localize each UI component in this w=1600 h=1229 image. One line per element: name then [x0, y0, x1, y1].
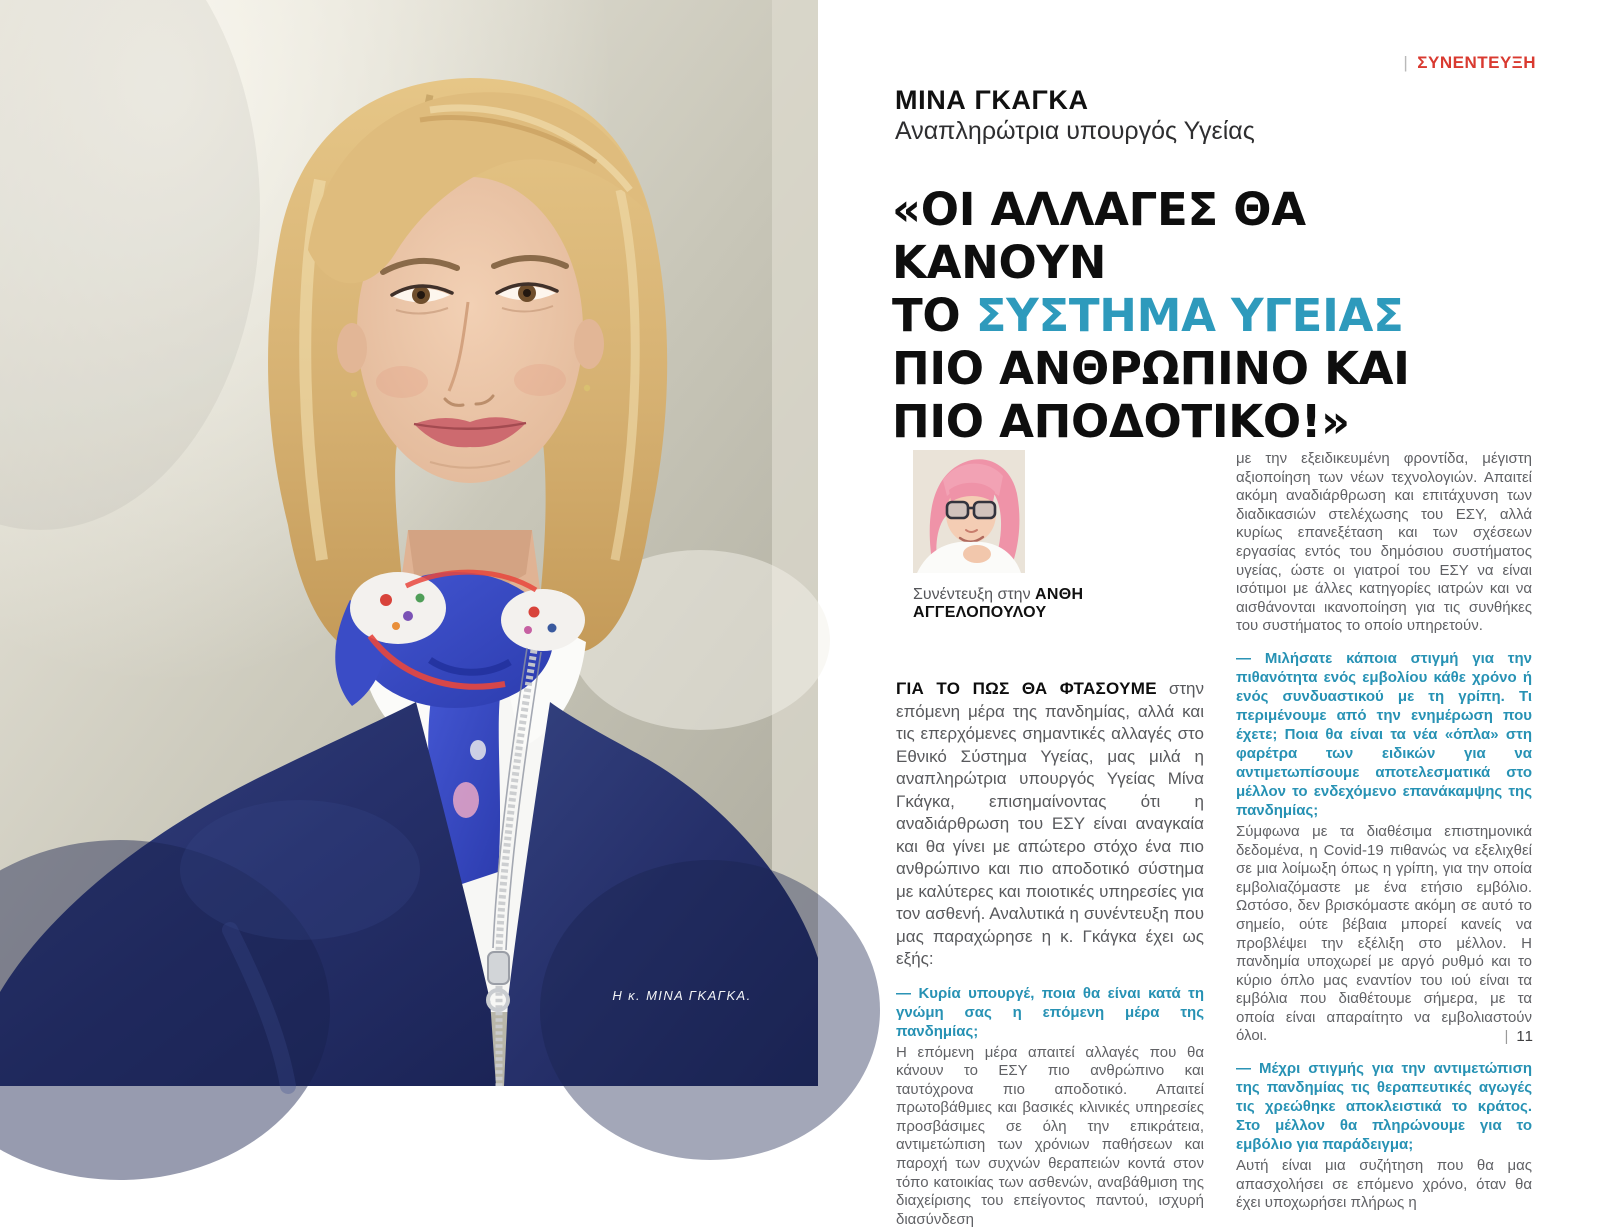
article-column-right — [1236, 450, 1532, 1042]
kicker-label: ΣΥΝΕΝΤΕΥΞΗ — [1417, 53, 1536, 72]
intro-lead: ΓΙΑ ΤΟ ΠΩΣ ΘΑ ΦΤΑΣΟΥΜΕ — [896, 679, 1157, 698]
headline-line3: ΠΙΟ ΑΝΘΡΩΠΙΝΟ ΚΑΙ — [892, 342, 1410, 395]
answer-1-part2: με την εξειδικευμένη φροντίδα, μέγιστη αξιοποίηση των νέων τεχνολογιών. Απαιτεί ακόμη αναδιάρθρωση και επιτάχυνση των διαδικασιών στελέχωσης του ΕΣΥ, αλλά κυρίως επανεξέταση και των σχέσεων εργασίας εντός του δημόσιου συστήματος υγείας, ώστε οι γιατροί του ΕΣΥ να είναι ισότιμοι με άλλες κατηγορίες ιατρών και να αισθάνονται ικανοποίηση για τις συνθήκες του συστήματος το οποίο υπηρετούν. — [1236, 450, 1532, 636]
intro-rest: στην επόμενη μέρα της πανδημίας, αλλά και τις επερχόμενες σημαντικές αλλαγές στο Εθνικό Σύστημα Υγείας, μας μιλά η αναπληρώτρια υπουργός Υγείας Μίνα Γκάγκα, επισημαίνοντας ότι η αναδιάρθρωση του ΕΣΥ είναι αναγκαία και θα γίνει με απώτερο στόχο ένα πιο ανθρώπινο και πιο αποδοτικό σύστημα με καλύτερες και ποιοτικές υπηρεσίες για τον ασθενή. Αναλυτικά η συνέντευξη που μας παραχώρησε η κ. Γκάγκα έχει ως εξής: — [896, 679, 1204, 968]
question-3: — Μέχρι στιγμής για την αντιμετώπιση της πανδημίας τις θεραπευτικές αγωγές τις χρεώθηκε αποκλειστικά το κράτος. Στο μέλλον θα πληρώνουμε για το εμβόλιο για παράδειγμα; — [1236, 1059, 1532, 1154]
headline-line2-accent: ΣΥΣΤΗΜΑ ΥΓΕΙΑΣ — [976, 289, 1404, 342]
headline — [892, 183, 1532, 448]
page-number — [1505, 1028, 1534, 1045]
page-number-divider: | — [1505, 1028, 1510, 1045]
section-kicker — [1403, 53, 1536, 73]
headline-line4: ΠΙΟ ΑΠΟΔΟΤΙΚΟ!» — [892, 395, 1350, 448]
article-column-left — [896, 450, 1204, 1042]
portrait-photo — [0, 0, 818, 1086]
answer-1-part1: Η επόμενη μέρα απαιτεί αλλαγές που θα κάνουν το ΕΣΥ πιο ανθρώπινο και ταυτόχρονα πιο αποδοτικό. Απαιτεί πρωτοβάθμιες και βασικές κλινικές υπηρεσίες προσβάσιμες σε όλη την επικράτεια, αντιμετώπιση των χρόνιων παθήσεων και παροχή των συχνών θεραπειών κοντά στον τόπο κατοικίας των ασθενών, αναβάθμιση της διαχείρισης του επείγοντος παντού, ισχυρή διασύνδεση — [896, 1044, 1204, 1229]
answer-2: Σύμφωνα με τα διαθέσιμα επιστημονικά δεδομένα, η Covid-19 πιθανώς να εξελιχθεί σε μια λοίμωξη όπως η γρίπη, για την οποία εμβολιαζόμαστε με ένα ετήσιο εμβόλιο. Ωστόσο, δεν βρισκόμαστε ακόμη σε αυτό το σημείο, ούτε βέβαια μπορεί κανείς να προβλέψει την εξέλιξη στο μέλλον. Η πανδημία υποχωρεί με αργό ρυθμό και το κύριο όπλο μας εναντίον του ιού είναι τα εμβόλια που διαθέτουμε σήμερα, με τα οποία είναι απαραίτητο να εμβολιαστούν όλοι. — [1236, 823, 1532, 1046]
byline-author: ΑΝΘΗ ΑΓΓΕΛΟΠΟΥΛΟΥ — [913, 586, 1083, 621]
answer-3: Αυτή είναι μια συζήτηση που θα μας απασχολήσει σε επόμενο χρόνο, όταν θα έχει υποχωρήσει πλήρως η — [1236, 1157, 1532, 1213]
author-avatar-illustration — [913, 450, 1025, 573]
intro-paragraph — [896, 678, 1204, 971]
question-2: — Μιλήσατε κάποια στιγμή για την πιθανότητα ενός εμβολίου κάθε χρόνο ή ενός συνδυαστικού με τη γρίπη. Τι περιμένουμε από την ενημέρωση που έχετε; Ποια θα είναι τα νέα «όπλα» στη φαρέτρα των ειδικών για να αντιμετωπίσουμε αποτελεσματικά στο μέλλον το ενδεχόμενο επανάκαμψης της πανδημίας; — [1236, 649, 1532, 820]
avatar-glasses — [947, 502, 968, 518]
headline-line2-black: ΤΟ — [892, 289, 976, 342]
question-1: — Κυρία υπουργέ, ποια θα είναι κατά τη γνώμη σας η επόμενη μέρα της πανδημίας; — [896, 984, 1204, 1041]
author-avatar — [913, 450, 1025, 573]
page-number-value: 11 — [1516, 1028, 1534, 1045]
byline — [913, 586, 1204, 622]
byline-prefix: Συνέντευξη στην — [913, 586, 1031, 603]
kicker-divider: | — [1403, 53, 1408, 72]
interviewee-header — [895, 84, 1255, 147]
interviewee-role: Αναπληρώτρια υπουργός Υγείας — [895, 116, 1255, 147]
portrait-illustration — [0, 0, 818, 1086]
headline-line1: «ΟΙ ΑΛΛΑΓΕΣ ΘΑ ΚΑΝΟΥΝ — [892, 183, 1306, 289]
interviewee-name: ΜΙΝΑ ΓΚΑΓΚΑ — [895, 84, 1255, 116]
photo-caption: Η κ. ΜΙΝΑ ΓΚΑΓΚΑ. — [592, 988, 772, 1003]
